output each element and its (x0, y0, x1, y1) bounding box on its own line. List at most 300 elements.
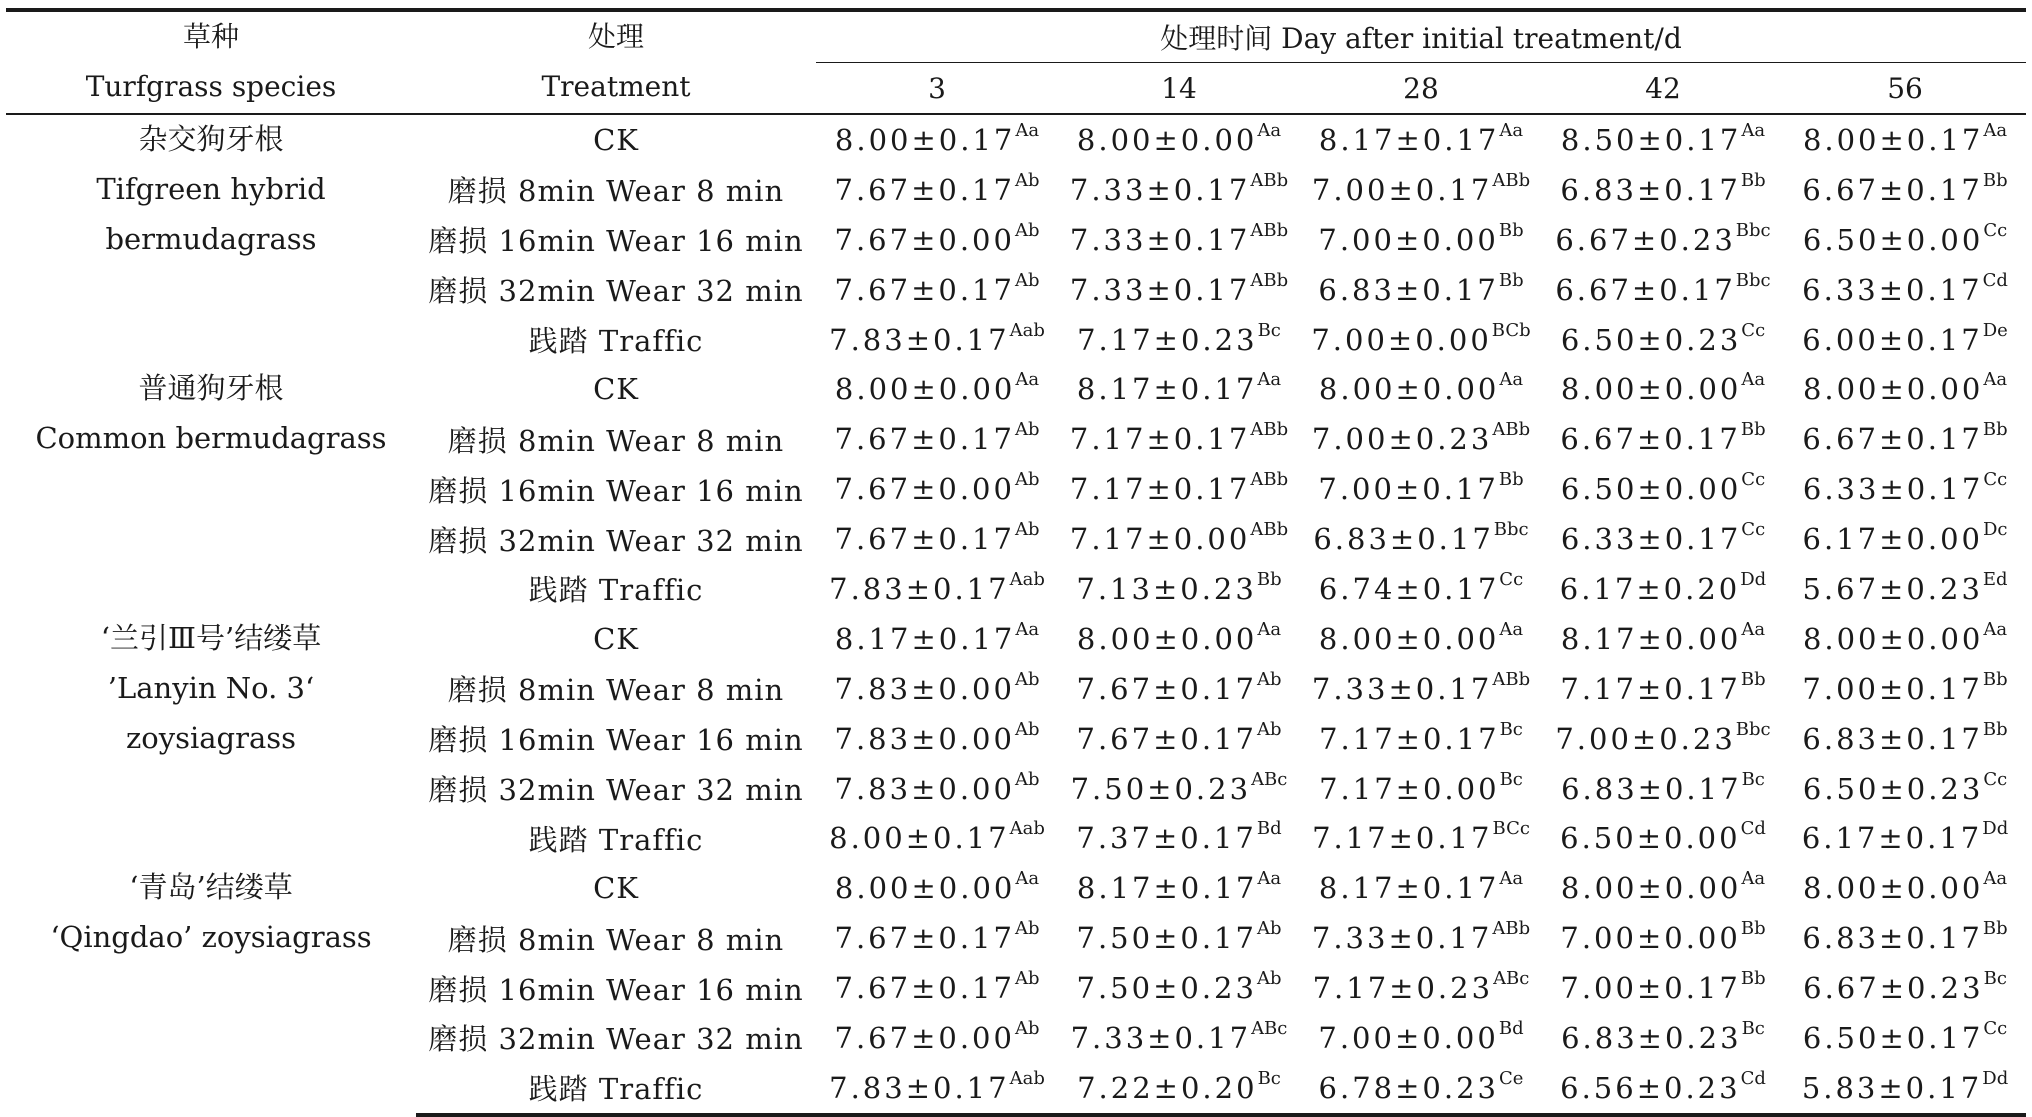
mean-sd-value: 7.83±0.00 (834, 721, 1015, 756)
mean-sd-value: 7.83±0.17 (829, 1070, 1010, 1105)
species-name-line: bermudagrass (105, 221, 317, 256)
mean-sd-value: 6.83±0.17 (1802, 921, 1983, 956)
mean-sd-value: 8.00±0.00 (1802, 871, 1984, 906)
significance-letters: ABc (1493, 968, 1530, 990)
table-row (6, 364, 2026, 414)
treatment-cell: 磨损 32min Wear 32 min (428, 1022, 804, 1057)
treatment-cell: 践踏 Traffic (528, 822, 704, 857)
mean-sd-value: 7.17±0.17 (1319, 721, 1500, 756)
value-cell (816, 963, 1058, 1013)
significance-letters: Bbc (1735, 219, 1771, 241)
mean-sd-value: 7.67±0.17 (834, 272, 1015, 307)
significance-letters: Bd (1498, 1017, 1524, 1039)
value-cell (1542, 714, 1784, 764)
significance-letters: Cc (1983, 1017, 2008, 1039)
mean-sd-value: 7.33±0.17 (1311, 671, 1493, 706)
value-cell (1058, 114, 1300, 165)
mean-sd-value: 7.67±0.17 (834, 971, 1015, 1006)
significance-letters: Ab (1014, 768, 1040, 790)
mean-sd-value: 6.83±0.17 (1313, 522, 1494, 557)
species-cell (6, 614, 416, 863)
species-header (6, 10, 416, 114)
value-cell (1784, 863, 2026, 913)
value-cell (1058, 1013, 1300, 1063)
value-cell (816, 514, 1058, 564)
mean-sd-value: 6.33±0.17 (1802, 272, 1983, 307)
significance-letters: Aa (1741, 868, 1766, 890)
species-name-line: ‘青岛’结缕草 (129, 870, 293, 905)
significance-letters: Cc (1741, 519, 1766, 541)
value-cell (1300, 165, 1542, 215)
table-row (6, 614, 2026, 664)
treatment-cell: 磨损 32min Wear 32 min (428, 274, 804, 309)
significance-letters: Bb (1498, 219, 1524, 241)
mean-sd-value: 7.50±0.17 (1076, 921, 1257, 956)
treatment-cell: 践踏 Traffic (528, 324, 704, 358)
value-cell (1784, 614, 2026, 664)
species-name-line: ‘兰引Ⅲ号’结缕草 (100, 620, 322, 655)
mean-sd-value: 8.17±0.17 (1076, 871, 1258, 906)
treatment-cell: 磨损 8min Wear 8 min (447, 922, 785, 957)
mean-sd-value: 7.83±0.00 (834, 671, 1015, 706)
significance-letters: Aa (1983, 119, 2008, 141)
mean-sd-value: 7.00±0.17 (1311, 172, 1493, 207)
value-cell (1058, 1063, 1300, 1115)
value-cell (1300, 514, 1542, 564)
treatment-cell: 践踏 Traffic (528, 573, 704, 608)
day-header: 14 (1058, 63, 1300, 115)
mean-sd-value: 8.00±0.00 (1318, 621, 1500, 656)
data-table (6, 8, 2026, 1117)
mean-sd-value: 8.17±0.17 (834, 621, 1016, 656)
mean-sd-value: 7.33±0.17 (1311, 921, 1493, 956)
mean-sd-value: 8.17±0.17 (1318, 122, 1500, 157)
significance-letters: Bc (1983, 968, 2007, 990)
mean-sd-value: 7.67±0.17 (1076, 721, 1257, 756)
significance-letters: Bbc (1735, 269, 1771, 291)
value-cell (816, 364, 1058, 414)
value-cell (1542, 514, 1784, 564)
value-cell (1542, 863, 1784, 913)
significance-letters: Aa (1983, 618, 2008, 640)
significance-letters: Aa (1015, 119, 1040, 141)
significance-letters: Aa (1257, 868, 1282, 890)
mean-sd-value: 7.37±0.17 (1076, 821, 1257, 856)
value-cell (1784, 764, 2026, 814)
mean-sd-value: 7.17±0.17 (1560, 671, 1741, 706)
mean-sd-value: 8.00±0.00 (1802, 621, 1984, 656)
species-name-line: Tifgreen hybrid (96, 171, 326, 206)
mean-sd-value: 7.17±0.17 (1069, 422, 1251, 457)
value-cell (1542, 1013, 1784, 1063)
value-cell (1784, 114, 2026, 165)
significance-letters: Cd (1982, 269, 2008, 291)
significance-letters: Aa (1499, 618, 1524, 640)
significance-letters: BCb (1491, 319, 1531, 341)
mean-sd-value: 6.83±0.17 (1560, 172, 1741, 207)
value-cell (1300, 813, 1542, 863)
significance-letters: Bc (1741, 1017, 1765, 1039)
mean-sd-value: 8.50±0.17 (1560, 122, 1742, 157)
significance-letters: ABb (1250, 219, 1289, 241)
significance-letters: Bbc (1735, 718, 1771, 740)
significance-letters: Bb (1982, 918, 2008, 940)
value-cell (1058, 165, 1300, 215)
mean-sd-value: 6.67±0.23 (1555, 222, 1736, 257)
significance-letters: Ab (1014, 169, 1040, 191)
value-cell (1784, 564, 2026, 614)
value-cell (1058, 764, 1300, 814)
significance-letters: Aa (1015, 868, 1040, 890)
value-cell (1784, 1013, 2026, 1063)
mean-sd-value: 8.00±0.00 (834, 372, 1016, 407)
value-cell (1542, 564, 1784, 614)
mean-sd-value: 7.00±0.00 (1318, 1020, 1499, 1055)
value-cell (1058, 464, 1300, 514)
species-header-en: Turfgrass species (85, 70, 337, 103)
mean-sd-value: 6.67±0.17 (1560, 422, 1741, 457)
value-cell (1058, 714, 1300, 764)
data-table-container (6, 8, 2026, 1117)
mean-sd-value: 6.50±0.17 (1802, 1020, 1984, 1055)
mean-sd-value: 6.17±0.00 (1802, 522, 1983, 557)
value-cell (816, 863, 1058, 913)
mean-sd-value: 8.00±0.17 (829, 821, 1010, 856)
mean-sd-value: 6.33±0.17 (1560, 522, 1742, 557)
value-cell (1784, 963, 2026, 1013)
value-cell (1300, 564, 1542, 614)
mean-sd-value: 6.83±0.17 (1318, 272, 1499, 307)
mean-sd-value: 6.50±0.00 (1560, 472, 1742, 507)
significance-letters: Bb (1498, 269, 1524, 291)
mean-sd-value: 5.83±0.17 (1801, 1070, 1983, 1105)
mean-sd-value: 8.00±0.00 (1076, 621, 1258, 656)
significance-letters: Aab (1009, 319, 1045, 341)
species-cell (6, 863, 416, 1114)
mean-sd-value: 7.33±0.17 (1069, 272, 1251, 307)
mean-sd-value: 7.00±0.00 (1311, 322, 1492, 357)
significance-letters: Bbc (1493, 519, 1529, 541)
significance-letters: Aa (1499, 369, 1524, 391)
mean-sd-value: 6.67±0.17 (1802, 172, 1983, 207)
significance-letters: ABb (1250, 519, 1289, 541)
significance-letters: ABb (1250, 269, 1289, 291)
value-cell (816, 215, 1058, 265)
species-name-line: ‘Qingdao’ zoysiagrass (50, 920, 372, 955)
significance-letters: ABb (1492, 169, 1531, 191)
mean-sd-value: 8.17±0.17 (1318, 871, 1500, 906)
mean-sd-value: 7.00±0.17 (1560, 971, 1741, 1006)
mean-sd-value: 8.00±0.00 (1560, 871, 1742, 906)
mean-sd-value: 7.33±0.17 (1069, 222, 1251, 257)
treatment-header-en: Treatment (541, 70, 691, 103)
mean-sd-value: 6.56±0.23 (1560, 1070, 1741, 1105)
mean-sd-value: 6.17±0.20 (1559, 571, 1741, 606)
mean-sd-value: 6.50±0.23 (1560, 322, 1742, 357)
treatment-header (416, 10, 816, 114)
mean-sd-value: 6.67±0.17 (1802, 422, 1983, 457)
significance-letters: Dd (1982, 818, 2009, 840)
significance-letters: ABc (1251, 1017, 1288, 1039)
significance-letters: Cc (1983, 469, 2008, 491)
mean-sd-value: 8.00±0.17 (1802, 122, 1984, 157)
time-group-header: 处理时间 Day after initial treatment/d (816, 10, 2026, 63)
value-cell (816, 564, 1058, 614)
treatment-cell: CK (593, 372, 639, 407)
significance-letters: Bc (1499, 718, 1523, 740)
value-cell (1542, 364, 1784, 414)
value-cell (1058, 364, 1300, 414)
mean-sd-value: 7.67±0.00 (834, 472, 1015, 507)
significance-letters: Aa (1257, 618, 1282, 640)
value-cell (1300, 1063, 1542, 1115)
value-cell (1542, 664, 1784, 714)
value-cell (1784, 664, 2026, 714)
value-cell (1784, 165, 2026, 215)
significance-letters: ABb (1250, 469, 1289, 491)
significance-letters: Ab (1256, 718, 1282, 740)
species-cell (6, 114, 416, 364)
value-cell (816, 464, 1058, 514)
significance-letters: Bb (1982, 169, 2008, 191)
significance-letters: Aab (1009, 818, 1045, 840)
value-cell (1058, 414, 1300, 464)
value-cell (816, 664, 1058, 714)
value-cell (1300, 114, 1542, 165)
value-cell (1300, 714, 1542, 764)
value-cell (1058, 315, 1300, 365)
value-cell (1058, 963, 1300, 1013)
significance-letters: Dd (1982, 1067, 2009, 1089)
table-header (6, 10, 2026, 114)
mean-sd-value: 6.50±0.00 (1802, 222, 1984, 257)
value-cell (1300, 863, 1542, 913)
value-cell (1542, 913, 1784, 963)
significance-letters: Ab (1014, 968, 1040, 990)
value-cell (816, 315, 1058, 365)
treatment-cell: 磨损 16min Wear 16 min (428, 723, 804, 758)
significance-letters: Cc (1983, 768, 2008, 790)
significance-letters: ABb (1250, 419, 1289, 441)
significance-letters: Aa (1015, 369, 1040, 391)
significance-letters: Bb (1740, 968, 1766, 990)
significance-letters: Ab (1014, 519, 1040, 541)
value-cell (1058, 265, 1300, 315)
mean-sd-value: 7.50±0.23 (1070, 771, 1252, 806)
value-cell (1300, 464, 1542, 514)
significance-letters: Bc (1257, 319, 1281, 341)
species-name-line: ’Lanyin No. 3‘ (107, 670, 315, 705)
significance-letters: Aa (1499, 868, 1524, 890)
significance-letters: Bb (1740, 918, 1766, 940)
value-cell (816, 764, 1058, 814)
value-cell (816, 114, 1058, 165)
treatment-cell: 践踏 Traffic (416, 1063, 816, 1115)
value-cell (1058, 614, 1300, 664)
value-cell (1784, 1063, 2026, 1115)
mean-sd-value: 7.17±0.00 (1069, 522, 1251, 557)
mean-sd-value: 7.33±0.17 (1069, 172, 1251, 207)
significance-letters: Bb (1982, 668, 2008, 690)
value-cell (1300, 664, 1542, 714)
mean-sd-value: 7.00±0.00 (1560, 921, 1741, 956)
mean-sd-value: 7.17±0.00 (1319, 771, 1500, 806)
significance-letters: Aab (1009, 568, 1045, 590)
significance-letters: Cd (1740, 818, 1766, 840)
value-cell (1542, 614, 1784, 664)
significance-letters: Bb (1256, 568, 1282, 590)
value-cell (1784, 464, 2026, 514)
value-cell (1058, 564, 1300, 614)
value-cell (1784, 414, 2026, 464)
significance-letters: Ab (1014, 718, 1040, 740)
significance-letters: Ab (1014, 918, 1040, 940)
value-cell (1300, 265, 1542, 315)
header-row-1 (6, 10, 2026, 63)
mean-sd-value: 5.67±0.23 (1802, 571, 1983, 606)
table-row (6, 863, 2026, 913)
treatment-cell: 磨损 8min Wear 8 min (447, 423, 785, 458)
mean-sd-value: 7.22±0.20 (1077, 1070, 1258, 1105)
mean-sd-value: 8.00±0.00 (834, 871, 1016, 906)
significance-letters: De (1982, 319, 2008, 341)
significance-letters: Ed (1982, 568, 2008, 590)
mean-sd-value: 7.17±0.23 (1312, 971, 1494, 1006)
significance-letters: Bb (1982, 718, 2008, 740)
mean-sd-value: 8.17±0.00 (1560, 621, 1742, 656)
mean-sd-value: 7.00±0.00 (1318, 222, 1499, 257)
treatment-cell: 磨损 32min Wear 32 min (428, 773, 804, 808)
table-row (6, 114, 2026, 165)
mean-sd-value: 7.83±0.17 (829, 571, 1010, 606)
significance-letters: Cd (1740, 1067, 1766, 1089)
mean-sd-value: 8.00±0.00 (1560, 372, 1742, 407)
significance-letters: ABb (1492, 918, 1531, 940)
treatment-cell: 磨损 16min Wear 16 min (428, 972, 804, 1007)
significance-letters: Bb (1740, 419, 1766, 441)
value-cell (1784, 813, 2026, 863)
mean-sd-value: 6.83±0.23 (1561, 1020, 1742, 1055)
value-cell (1784, 913, 2026, 963)
significance-letters: Dc (1983, 519, 2008, 541)
value-cell (816, 1013, 1058, 1063)
value-cell (1542, 315, 1784, 365)
value-cell (1542, 813, 1784, 863)
species-header-cn: 草种 (182, 20, 239, 53)
mean-sd-value: 8.00±0.00 (1076, 122, 1258, 157)
value-cell (1542, 265, 1784, 315)
value-cell (1542, 165, 1784, 215)
value-cell (1784, 514, 2026, 564)
mean-sd-value: 6.83±0.17 (1561, 771, 1742, 806)
significance-letters: BCc (1492, 818, 1530, 840)
treatment-cell: 磨损 8min Wear 8 min (447, 673, 785, 708)
day-header: 3 (816, 63, 1058, 115)
significance-letters: Cc (1741, 319, 1766, 341)
significance-letters: ABb (1492, 668, 1531, 690)
mean-sd-value: 6.17±0.17 (1801, 821, 1983, 856)
significance-letters: Ce (1499, 1067, 1524, 1089)
value-cell (1300, 215, 1542, 265)
value-cell (1300, 315, 1542, 365)
mean-sd-value: 7.00±0.23 (1555, 721, 1736, 756)
species-name-line: 杂交狗牙根 (138, 122, 284, 156)
mean-sd-value: 6.50±0.00 (1560, 821, 1741, 856)
significance-letters: Cc (1499, 568, 1524, 590)
significance-letters: Ab (1014, 269, 1040, 291)
day-header: 42 (1542, 63, 1784, 115)
significance-letters: Aa (1983, 868, 2008, 890)
treatment-cell: 磨损 32min Wear 32 min (428, 523, 804, 558)
value-cell (816, 165, 1058, 215)
value-cell (816, 913, 1058, 963)
significance-letters: Bb (1740, 668, 1766, 690)
mean-sd-value: 7.00±0.23 (1311, 422, 1493, 457)
value-cell (1300, 764, 1542, 814)
significance-letters: Bc (1741, 768, 1765, 790)
species-name-line: 普通狗牙根 (138, 371, 284, 406)
value-cell (1300, 963, 1542, 1013)
significance-letters: Ab (1014, 1017, 1040, 1039)
value-cell (1542, 1063, 1784, 1115)
mean-sd-value: 7.67±0.17 (834, 921, 1015, 956)
value-cell (1300, 1013, 1542, 1063)
mean-sd-value: 7.67±0.17 (834, 522, 1015, 557)
mean-sd-value: 8.17±0.17 (1076, 372, 1258, 407)
value-cell (816, 414, 1058, 464)
mean-sd-value: 6.83±0.17 (1802, 721, 1983, 756)
significance-letters: Bc (1499, 768, 1523, 790)
value-cell (1542, 414, 1784, 464)
significance-letters: Aa (1741, 369, 1766, 391)
significance-letters: ABb (1250, 169, 1289, 191)
significance-letters: ABb (1492, 419, 1531, 441)
significance-letters: Ab (1014, 419, 1040, 441)
mean-sd-value: 6.50±0.23 (1802, 771, 1984, 806)
significance-letters: Ab (1014, 668, 1040, 690)
significance-letters: Bb (1498, 469, 1524, 491)
mean-sd-value: 7.50±0.23 (1076, 971, 1257, 1006)
significance-letters: Dd (1740, 568, 1767, 590)
value-cell (1300, 364, 1542, 414)
value-cell (1784, 315, 2026, 365)
mean-sd-value: 7.33±0.17 (1070, 1020, 1252, 1055)
value-cell (1542, 464, 1784, 514)
species-cell (6, 364, 416, 613)
value-cell (816, 1063, 1058, 1115)
significance-letters: Ab (1256, 668, 1282, 690)
significance-letters: Aa (1015, 618, 1040, 640)
mean-sd-value: 7.13±0.23 (1076, 571, 1257, 606)
value-cell (1784, 265, 2026, 315)
significance-letters: Aa (1257, 119, 1282, 141)
significance-letters: Aa (1499, 119, 1524, 141)
value-cell (816, 813, 1058, 863)
mean-sd-value: 6.74±0.17 (1318, 571, 1500, 606)
treatment-cell: CK (593, 621, 639, 656)
species-name-line: Common bermudagrass (35, 421, 387, 456)
significance-letters: Ab (1256, 918, 1282, 940)
significance-letters: Bb (1982, 419, 2008, 441)
value-cell (1784, 714, 2026, 764)
value-cell (1542, 215, 1784, 265)
value-cell (1784, 215, 2026, 265)
significance-letters: Bd (1256, 818, 1282, 840)
mean-sd-value: 7.67±0.00 (834, 222, 1015, 257)
mean-sd-value: 7.00±0.17 (1802, 671, 1983, 706)
significance-letters: Bc (1257, 1067, 1281, 1089)
significance-letters: Ab (1014, 219, 1040, 241)
